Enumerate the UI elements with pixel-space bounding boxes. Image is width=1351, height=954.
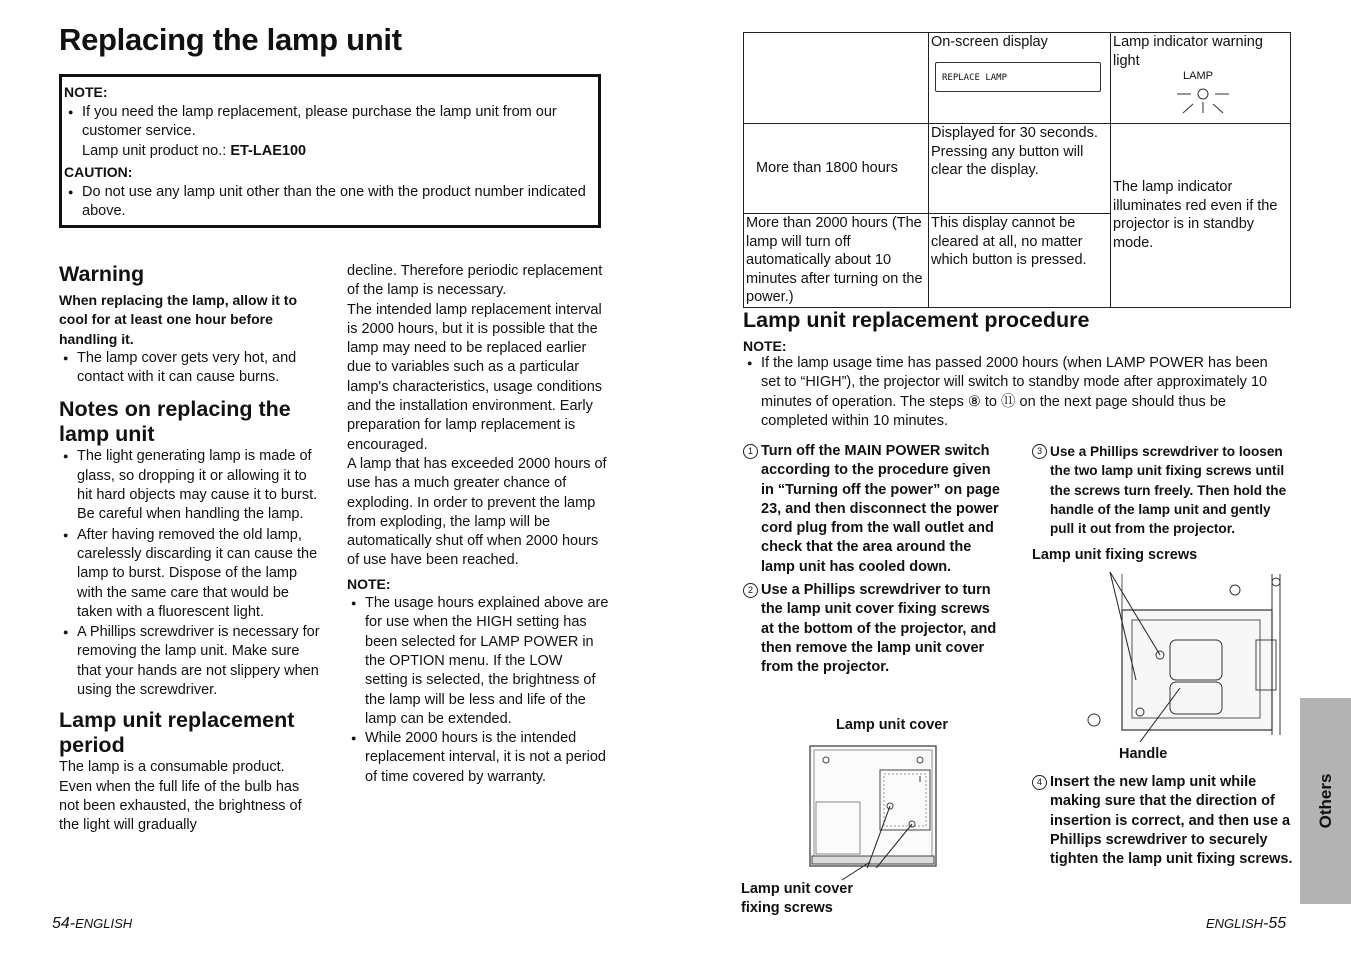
notes-bullet-2: ● After having removed the old lamp, carelessly discarding it can cause the lamp to burst. Dispose of the lamp with the same care that would be taken with a fluorescent light. bbox=[59, 526, 321, 622]
steps-left bbox=[743, 442, 1005, 678]
period-text-4: A lamp that has exceeded 2000 hours of use has a much greater chance of exploding. In order to prevent the lamp from exploding, the lamp will be automatically shut off when 2000 hours of use have been reached. bbox=[347, 455, 607, 569]
note-text: If you need the lamp replacement, please purchase the lamp unit from our customer service. bbox=[82, 103, 557, 139]
note-box bbox=[59, 74, 601, 228]
warning-heading: Warning bbox=[59, 262, 145, 286]
table-empty-cell bbox=[744, 33, 929, 124]
step-3-number: 3 bbox=[1032, 444, 1047, 459]
step-2 bbox=[743, 581, 1005, 677]
lamp-table bbox=[743, 32, 1291, 308]
lamp-label: LAMP bbox=[1183, 70, 1213, 82]
caption-handle: Handle bbox=[1119, 746, 1168, 762]
left-column bbox=[59, 262, 321, 836]
step-4-number: 4 bbox=[1032, 775, 1047, 790]
left-page-number: 54-ENGLISH bbox=[52, 915, 133, 932]
caution-label: CAUTION: bbox=[64, 164, 133, 180]
product-no: ET-LAE100 bbox=[230, 142, 307, 159]
period-text-3: The intended lamp replacement interval is 2000 hours, but it is possible that the lamp may need to be replaced earlier due to variables such as a particular lamp's characteristics, usage conditions and the installation environment. Early preparation for lamp replacement is encouraged. bbox=[347, 301, 603, 453]
procedure-heading: Lamp unit replacement procedure bbox=[743, 308, 1090, 332]
lamp-unit-diagram bbox=[1080, 570, 1292, 745]
row1-osd: Displayed for 30 seconds. Pressing any button will clear the display. bbox=[929, 124, 1111, 214]
note-label: NOTE: bbox=[64, 84, 108, 100]
period-note-2: ● While 2000 hours is the intended replacement interval, it is not a period of time covered by warranty. bbox=[347, 729, 609, 787]
osd-display: REPLACE LAMP bbox=[935, 62, 1101, 92]
step-4 bbox=[1032, 773, 1294, 869]
row2-label: More than 2000 hours (The lamp will turn off automatically about 10 minutes after turning on the power.) bbox=[744, 214, 929, 308]
lamp-indicator-icon bbox=[1113, 70, 1288, 114]
procedure-note-label: NOTE: bbox=[743, 338, 787, 354]
note-bullet bbox=[64, 103, 594, 162]
step-3 bbox=[1032, 442, 1294, 538]
period-note-1: ● The usage hours explained above are for use when the HIGH setting has been selected for LAMP POWER in the OPTION menu. If the LOW setting is selected, the brightness of the lamp will be less and life of the lamp can be extended. bbox=[347, 594, 609, 729]
caption-cover-screws: Lamp unit cover fixing screws bbox=[741, 881, 853, 916]
period-text-2: decline. Therefore periodic replacement of the lamp is necessary. bbox=[347, 263, 603, 299]
steps-right bbox=[1032, 442, 1294, 538]
period-heading: Lamp unit replacement period bbox=[59, 708, 295, 758]
row2-osd: This display cannot be cleared at all, no matter which button is pressed. bbox=[929, 214, 1111, 308]
side-tab-others: Others bbox=[1300, 698, 1351, 904]
leader-lines bbox=[840, 860, 880, 882]
warning-bold: When replacing the lamp, allow it to cool for at least one hour before handling it. bbox=[59, 292, 298, 347]
procedure-section bbox=[743, 308, 1291, 431]
step-1-text: Turn off the MAIN POWER switch according to the procedure given in “Turning off the power” on page 23, and then disconnect the power cord plug from the wall outlet and check that the area around the lamp unit has cooled down. bbox=[761, 443, 1000, 575]
page-title: Replacing the lamp unit bbox=[59, 22, 402, 57]
step-4-text: Insert the new lamp unit while making sure that the direction of insertion is correct, and then use a Phillips screwdriver to securely tighten the lamp unit fixing screws. bbox=[1050, 774, 1293, 868]
notes-bullet-3: ● A Phillips screwdriver is necessary for removing the lamp unit. Make sure that your hands are not slippery when using the screwdriver. bbox=[59, 623, 321, 700]
warning-bullet: ● The lamp cover gets very hot, and contact with it can cause burns. bbox=[59, 349, 321, 388]
right-page-number: ENGLISH-55 bbox=[1206, 915, 1287, 932]
notes-heading: Notes on replacing the lamp unit bbox=[59, 397, 291, 447]
period-note-label: NOTE: bbox=[347, 575, 391, 592]
lamp-light-icon bbox=[1173, 80, 1233, 114]
row1-label: More than 1800 hours bbox=[744, 124, 929, 214]
step-4-block bbox=[1032, 773, 1294, 869]
step-2-number: 2 bbox=[743, 583, 758, 598]
table-header-indicator: Lamp indicator warning light LAMP bbox=[1111, 33, 1291, 124]
step-2-text: Use a Phillips screwdriver to turn the lamp unit cover fixing screws at the bottom of the projector, and then remove the lamp unit cover from the projector. bbox=[761, 582, 997, 676]
step-1 bbox=[743, 442, 1005, 577]
step-3-text: Use a Phillips screwdriver to loosen the two lamp unit fixing screws until the screws turn freely. Then hold the handle of the lamp unit and gently pull it out from the projector. bbox=[1050, 444, 1287, 537]
caution-text: ● Do not use any lamp unit other than the one with the product number indicated above. bbox=[64, 183, 594, 222]
indicator-text: The lamp indicator illuminates red even if the projector is in standby mode. bbox=[1111, 124, 1291, 308]
procedure-note: ● If the lamp usage time has passed 2000 hours (when LAMP POWER has been set to “HIGH”), the projector will switch to standby mode after approximately 10 minutes of operation. The steps ⑧ to ⑪ on the next page should thus be completed within 10 minutes. bbox=[743, 354, 1291, 431]
step-1-number: 1 bbox=[743, 444, 758, 459]
table-header-osd: On-screen display REPLACE LAMP bbox=[929, 33, 1111, 124]
caption-lamp-cover: Lamp unit cover bbox=[836, 717, 948, 733]
period-text-1: The lamp is a consumable product. Even when the full life of the bulb has not been exhausted, the brightness of the light will gradually bbox=[59, 759, 302, 834]
notes-bullet-1: ● The light generating lamp is made of glass, so dropping it or allowing it to hit hard objects may cause it to burst. Be careful when handling the lamp. bbox=[59, 447, 321, 524]
middle-column bbox=[347, 262, 609, 787]
caption-fixing-screws: Lamp unit fixing screws bbox=[1032, 547, 1198, 563]
product-no-label: Lamp unit product no.: bbox=[82, 142, 231, 159]
projector-bottom-diagram bbox=[800, 740, 945, 868]
